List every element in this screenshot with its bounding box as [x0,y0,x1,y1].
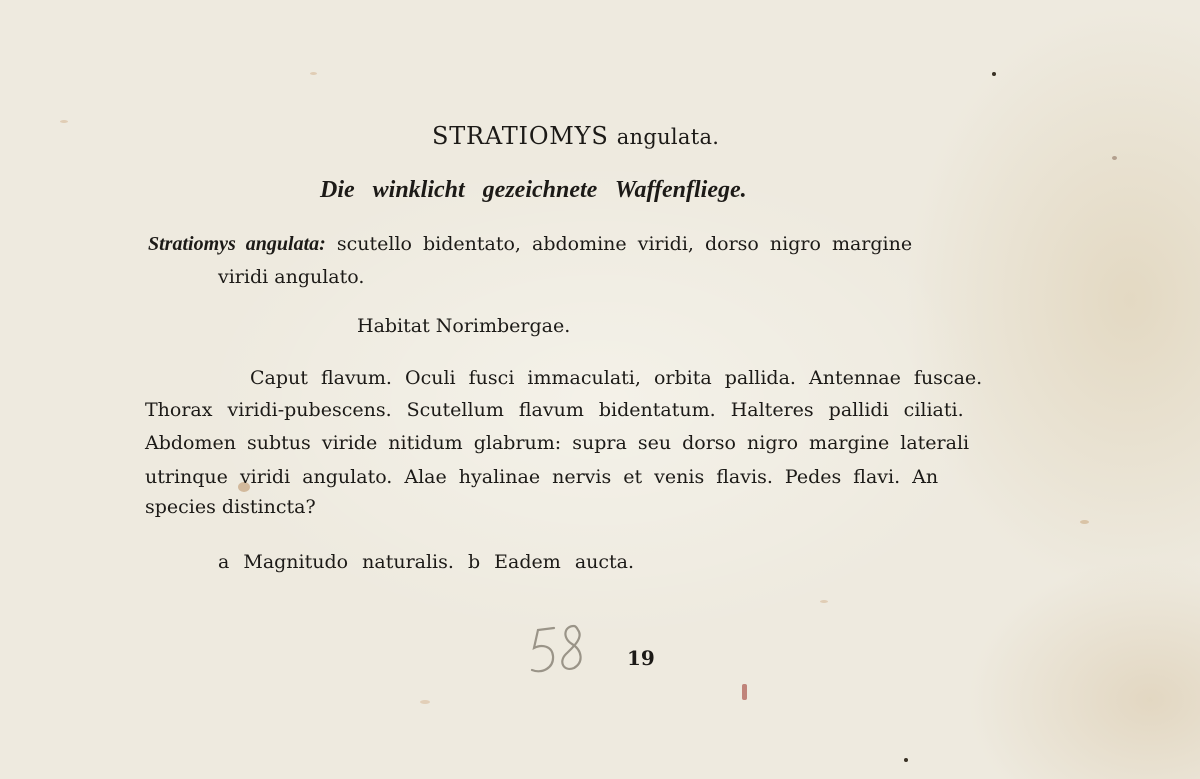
paper-fleck [992,72,996,76]
paper-fleck [820,600,828,603]
description-line: species distincta? [145,496,316,518]
paper-fleck [60,120,68,123]
page-number: 19 [627,646,655,670]
handwritten-mark [528,622,590,680]
species-title [432,124,719,149]
habitat-line: Habitat Norimbergae. [357,315,571,337]
description-line: utrinque viridi angulato. Alae hyalinae nervis et venis flavis. Pedes flavi. An [145,466,939,488]
paper-fleck [1112,156,1117,160]
diagnosis-text: scutello bidentato, abdomine viridi, dorso nigro margine [336,233,913,255]
description-line: Thorax viridi-pubescens. Scutellum flavum bidentatum. Halteres pallidi ciliati. [145,399,964,421]
paper-fleck [420,700,430,704]
handwritten-mark-5 [532,628,554,671]
german-subtitle: Die winklicht gezeichnete Waffenfliege. [320,177,747,203]
figure-caption: a Magnitudo naturalis. b Eadem aucta. [218,551,635,573]
paper-fleck [742,684,747,700]
diagnosis-continuation: viridi angulato. [218,266,365,288]
description-line: Caput flavum. Oculi fusci immaculati, orbita pallida. Antennae fuscae. [250,367,983,389]
genus-name: STRATIOMYS [432,122,609,150]
paper-fleck [904,758,908,762]
paper-fleck [310,72,317,75]
species-name: angulata. [616,125,720,149]
description-line: Abdomen subtus viride nitidum glabrum: supra seu dorso nigro margine laterali [145,432,970,454]
paper-fleck [1080,520,1089,524]
diagnosis-line [148,232,912,256]
handwritten-mark-8 [562,626,580,669]
diagnosis-name: Stratiomys angulata: [148,233,326,255]
